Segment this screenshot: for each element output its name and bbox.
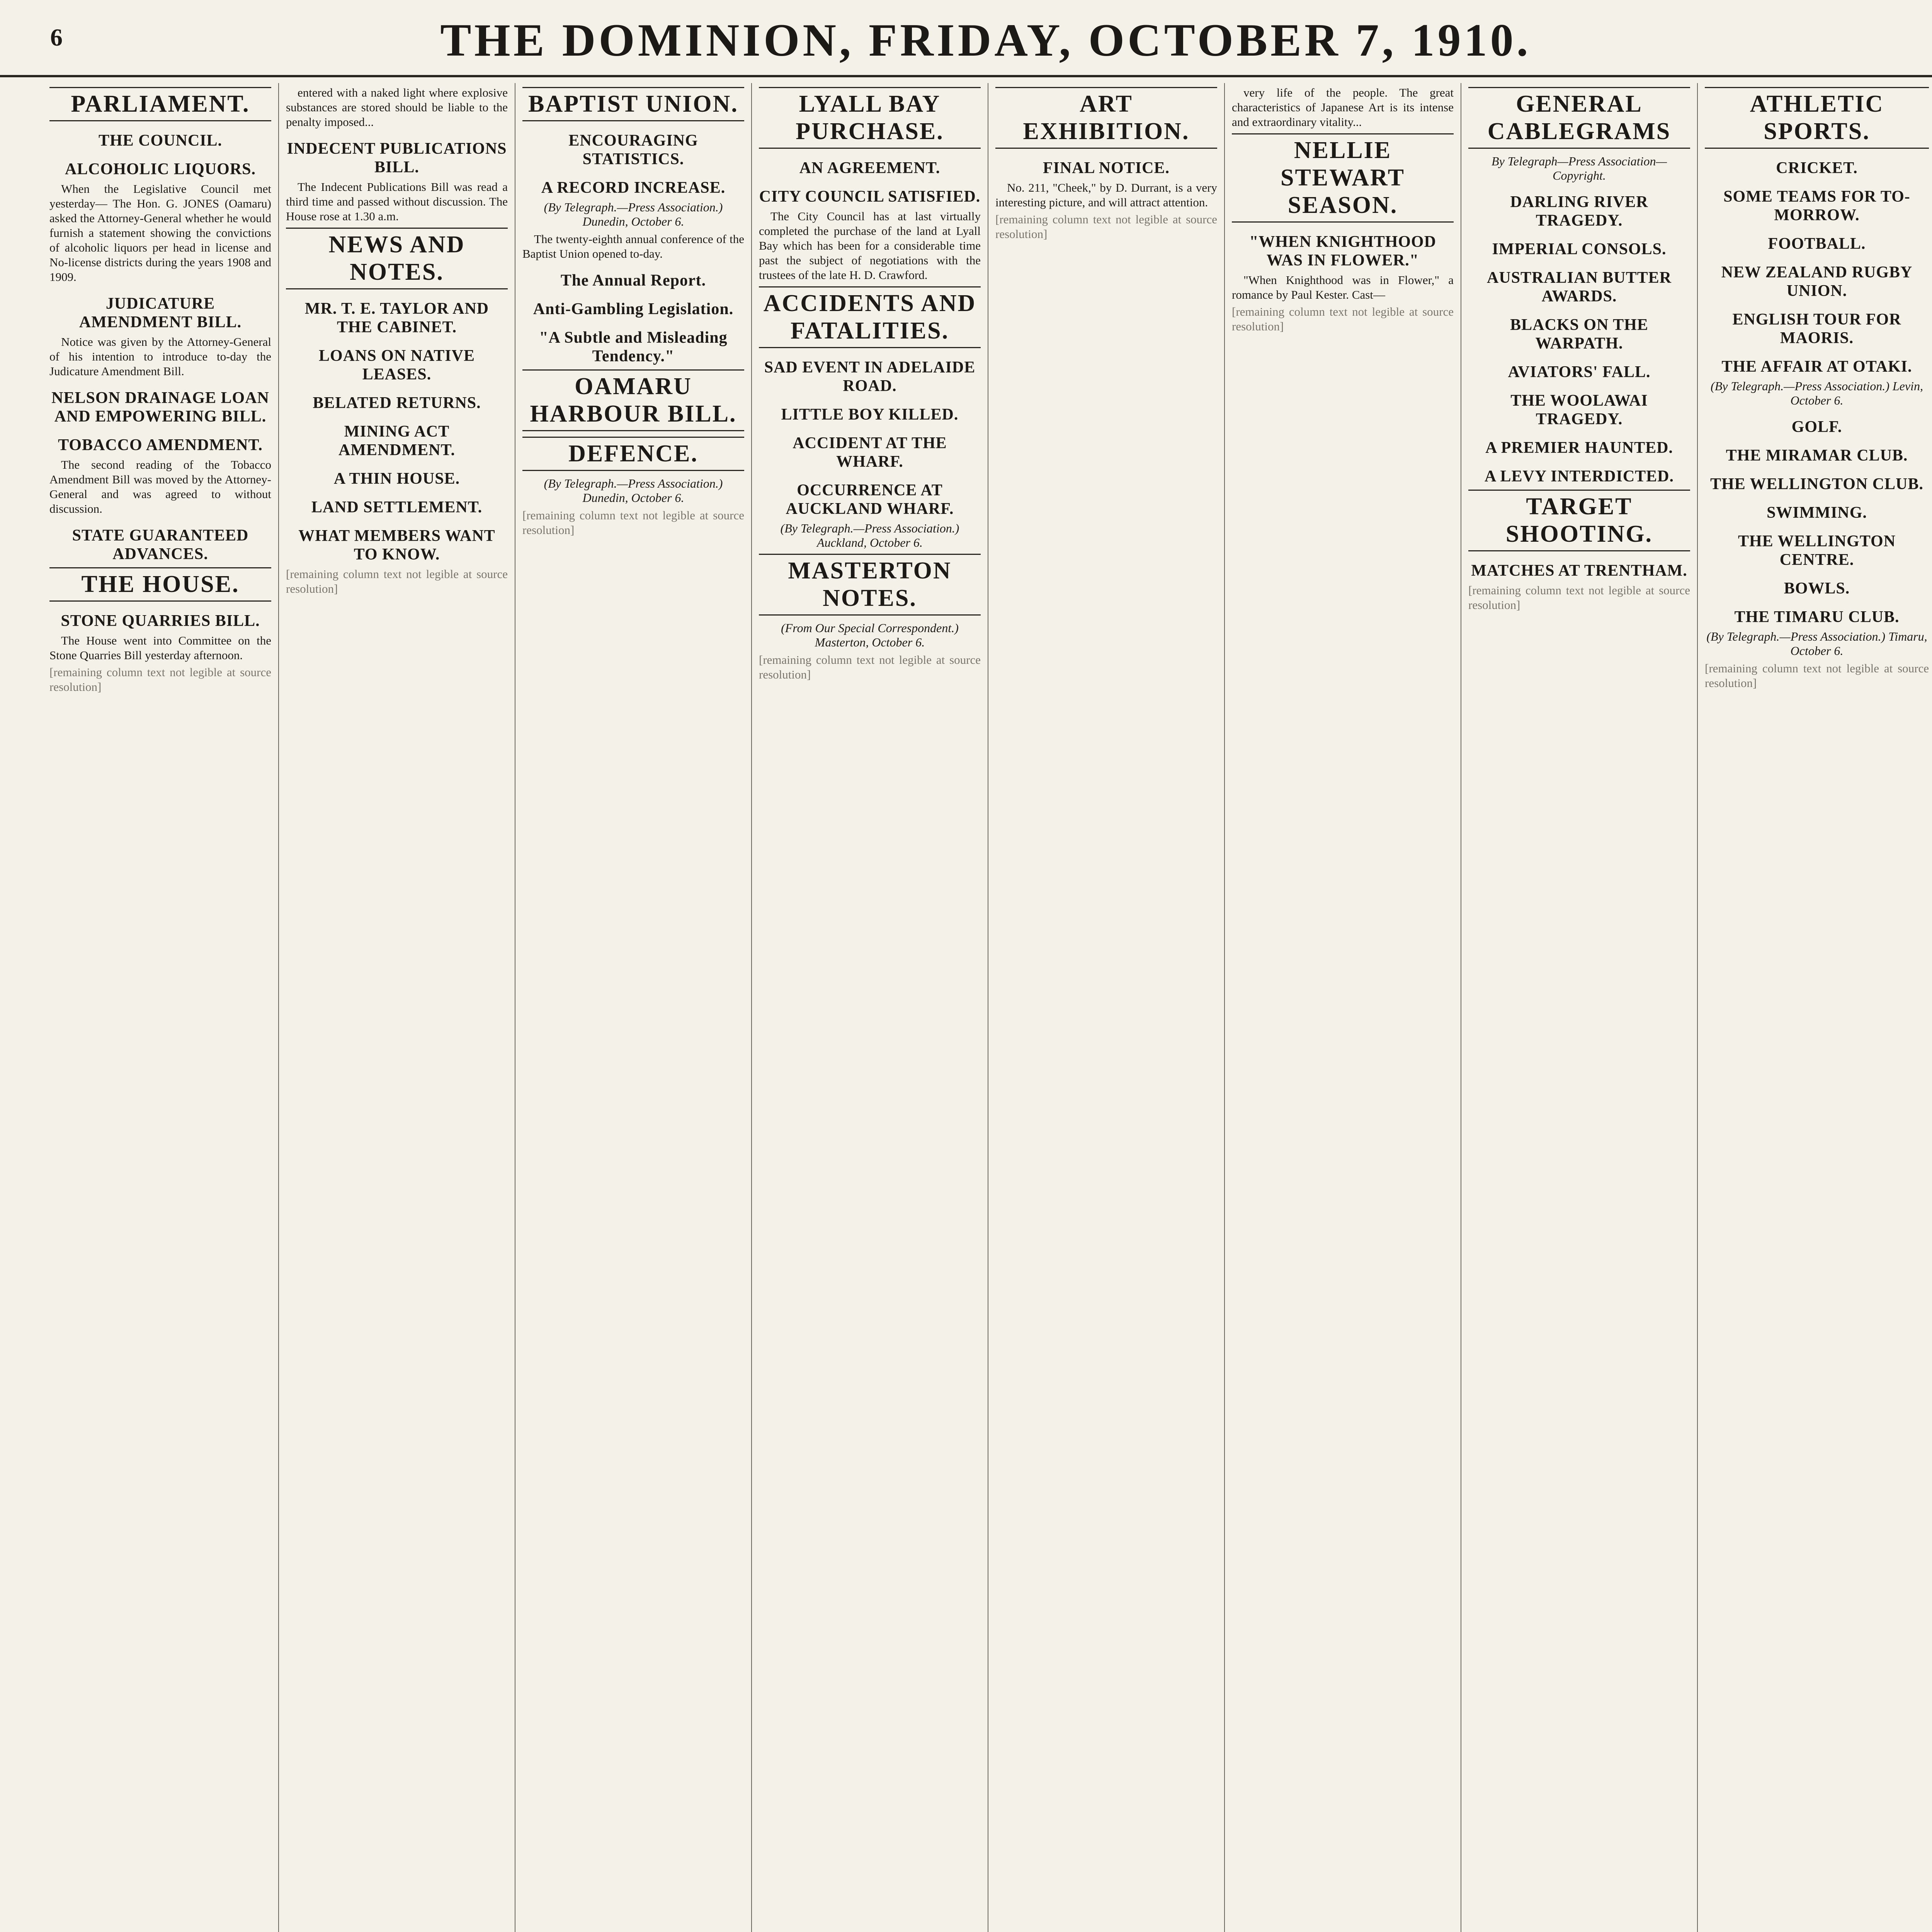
headline: SAD EVENT IN ADELAIDE ROAD.: [764, 359, 976, 395]
headline: OCCURRENCE AT AUCKLAND WHARF.: [786, 481, 954, 518]
column-3: [515, 83, 752, 1932]
headline: THE TIMARU CLUB.: [1734, 608, 1900, 626]
headline: CITY COUNCIL SATISFIED.: [759, 188, 981, 206]
headline: A LEVY INTERDICTED.: [1484, 468, 1674, 485]
headline: ENGLISH TOUR FOR MAORIS.: [1732, 311, 1901, 347]
section-banner: LYALL BAY PURCHASE.: [759, 87, 981, 149]
headline: "A Subtle and Misleading Tendency.": [539, 329, 728, 365]
paragraph: "When Knighthood was in Flower," a romance by Paul Kester. Cast—: [1232, 273, 1457, 301]
headline: TOBACCO AMENDMENT.: [58, 436, 263, 454]
paragraph-placeholder: [remaining column text not legible at source resolution]: [995, 213, 1220, 241]
headline: STONE QUARRIES BILL.: [61, 612, 260, 630]
dateline: (By Telegraph.—Press Association.) Dunedin, October 6.: [544, 200, 723, 228]
headline: MATCHES AT TRENTHAM.: [1471, 562, 1687, 580]
headline: FINAL NOTICE.: [1043, 159, 1170, 177]
headline: GOLF.: [1791, 418, 1842, 436]
headline: LOANS ON NATIVE LEASES.: [319, 347, 475, 383]
headline: FOOTBALL.: [1768, 235, 1866, 253]
headline: Anti-Gambling Legislation.: [533, 300, 734, 318]
paragraph-placeholder: [remaining column text not legible at source resolution]: [49, 665, 274, 694]
paragraph: The second reading of the Tobacco Amendment Bill was moved by the Attorney-General and was agreed to without discussion.: [49, 458, 274, 515]
headline: CRICKET.: [1776, 159, 1858, 177]
headline: THE MIRAMAR CLUB.: [1726, 447, 1908, 464]
dateline: (From Our Special Correspondent.) Masterton, October 6.: [781, 621, 959, 649]
paragraph-placeholder: [remaining column text not legible at source resolution]: [759, 653, 984, 681]
headline: LAND SETTLEMENT.: [311, 498, 483, 516]
headline: The Annual Report.: [560, 272, 706, 289]
section-banner: ATHLETIC SPORTS.: [1705, 87, 1929, 149]
headline: THE AFFAIR AT OTAKI.: [1721, 358, 1912, 376]
paragraph-placeholder: [remaining column text not legible at source resolution]: [522, 509, 747, 537]
headline: THE WELLINGTON CENTRE.: [1738, 532, 1896, 569]
column-5: [988, 83, 1225, 1932]
section-banner: NEWS AND NOTES.: [286, 228, 508, 289]
headline: A PREMIER HAUNTED.: [1485, 439, 1673, 457]
section-banner: MASTERTON NOTES.: [759, 554, 981, 616]
headline: INDECENT PUBLICATIONS BILL.: [287, 140, 507, 176]
paragraph-placeholder: [remaining column text not legible at source resolution]: [1232, 305, 1457, 333]
headline: IMPERIAL CONSOLS.: [1492, 240, 1667, 258]
dateline: (By Telegraph.—Press Association.) Dunedin, October 6.: [544, 476, 723, 505]
dateline: By Telegraph—Press Association—Copyright.: [1492, 154, 1667, 182]
headline: A RECORD INCREASE.: [541, 179, 726, 197]
paragraph: Notice was given by the Attorney-General of his intention to introduce to-day the Judicature Amendment Bill.: [49, 335, 274, 378]
dateline: (By Telegraph.—Press Association.) Levin, October 6.: [1711, 379, 1923, 407]
headline: THE COUNCIL.: [98, 132, 223, 150]
headline: ACCIDENT AT THE WHARF.: [793, 434, 947, 471]
paragraph: When the Legislative Council met yesterday— The Hon. G. JONES (Oamaru) asked the Attorney-General whether he would furnish a statement showing the convictions of alcoholic liquors per head in license and No-license districts during the years 1908 and 1909.: [49, 182, 274, 284]
section-banner: TARGET SHOOTING.: [1468, 490, 1690, 551]
column-4: [752, 83, 988, 1932]
column-7: [1461, 83, 1698, 1932]
headline: NELSON DRAINAGE LOAN AND EMPOWERING BILL.: [51, 389, 269, 425]
headline: JUDICATURE AMENDMENT BILL.: [79, 295, 242, 331]
section-banner: ART EXHIBITION.: [995, 87, 1217, 149]
section-banner: DEFENCE.: [522, 437, 744, 471]
headline: MR. T. E. TAYLOR AND THE CABINET.: [304, 300, 489, 336]
paragraph: very life of the people. The great characteristics of Japanese Art is its intense and extraordinary vitality...: [1232, 86, 1457, 129]
paragraph: entered with a naked light where explosive substances are stored should be liable to the penalty imposed...: [286, 86, 511, 129]
paragraph: The City Council has at last virtually completed the purchase of the land at Lyall Bay which has been for a considerable time past the subject of negotiations with the trustees of the late H. D. Crawford.: [759, 209, 984, 282]
column-6: [1225, 83, 1461, 1932]
masthead-title: THE DOMINION, FRIDAY, OCTOBER 7, 1910.: [440, 14, 1531, 66]
headline: BLACKS ON THE WARPATH.: [1510, 316, 1648, 352]
section-banner: BAPTIST UNION.: [522, 87, 744, 121]
headline: AVIATORS' FALL.: [1508, 363, 1651, 381]
dateline: (By Telegraph.—Press Association.) Auckland, October 6.: [780, 521, 959, 549]
headline: A THIN HOUSE.: [333, 470, 460, 488]
masthead: [0, 0, 1932, 77]
headline: ALCOHOLIC LIQUORS.: [65, 160, 256, 178]
column-8: [1698, 83, 1932, 1932]
headline: THE WOOLAWAI TRAGEDY.: [1510, 392, 1648, 428]
headline: AUSTRALIAN BUTTER AWARDS.: [1487, 269, 1672, 305]
columns: [43, 83, 1932, 1932]
section-banner: NELLIE STEWART SEASON.: [1232, 133, 1454, 223]
headline: SOME TEAMS FOR TO-MORROW.: [1723, 188, 1910, 224]
headline: ENCOURAGING STATISTICS.: [568, 132, 698, 168]
paragraph-placeholder: [remaining column text not legible at source resolution]: [1705, 662, 1932, 690]
headline: MINING ACT AMENDMENT.: [338, 423, 456, 459]
headline: AN AGREEMENT.: [799, 159, 940, 177]
paragraph: The twenty-eighth annual conference of the Baptist Union opened to-day.: [522, 232, 747, 260]
headline: BELATED RETURNS.: [313, 394, 481, 412]
headline: WHAT MEMBERS WANT TO KNOW.: [298, 527, 495, 563]
dateline: (By Telegraph.—Press Association.) Timaru, October 6.: [1706, 629, 1927, 658]
paragraph: The House went into Committee on the Stone Quarries Bill yesterday afternoon.: [49, 634, 274, 662]
column-2: [279, 83, 515, 1932]
column-1: [43, 83, 279, 1932]
section-banner: GENERAL CABLEGRAMS: [1468, 87, 1690, 149]
section-banner: PARLIAMENT.: [49, 87, 271, 121]
paragraph-placeholder: [remaining column text not legible at source resolution]: [286, 567, 511, 595]
paragraph: The Indecent Publications Bill was read a third time and passed without discussion. The House rose at 1.30 a.m.: [286, 180, 511, 223]
paragraph-placeholder: [remaining column text not legible at source resolution]: [1468, 583, 1693, 612]
headline: LITTLE BOY KILLED.: [781, 406, 959, 423]
headline: DARLING RIVER TRAGEDY.: [1510, 193, 1648, 230]
paragraph: No. 211, "Cheek," by D. Durrant, is a very interesting picture, and will attract attention.: [995, 181, 1220, 209]
headline: NEW ZEALAND RUGBY UNION.: [1721, 264, 1913, 300]
headline: STATE GUARANTEED ADVANCES.: [72, 527, 249, 563]
headline: SWIMMING.: [1767, 504, 1867, 522]
section-banner: OAMARU HARBOUR BILL.: [522, 369, 744, 431]
headline: THE WELLINGTON CLUB.: [1710, 475, 1923, 493]
headline: "WHEN KNIGHTHOOD WAS IN FLOWER.": [1249, 233, 1436, 269]
section-banner: ACCIDENTS AND FATALITIES.: [759, 286, 981, 348]
headline: BOWLS.: [1784, 580, 1850, 597]
page-number: 6: [50, 24, 63, 51]
section-banner: THE HOUSE.: [49, 567, 271, 602]
